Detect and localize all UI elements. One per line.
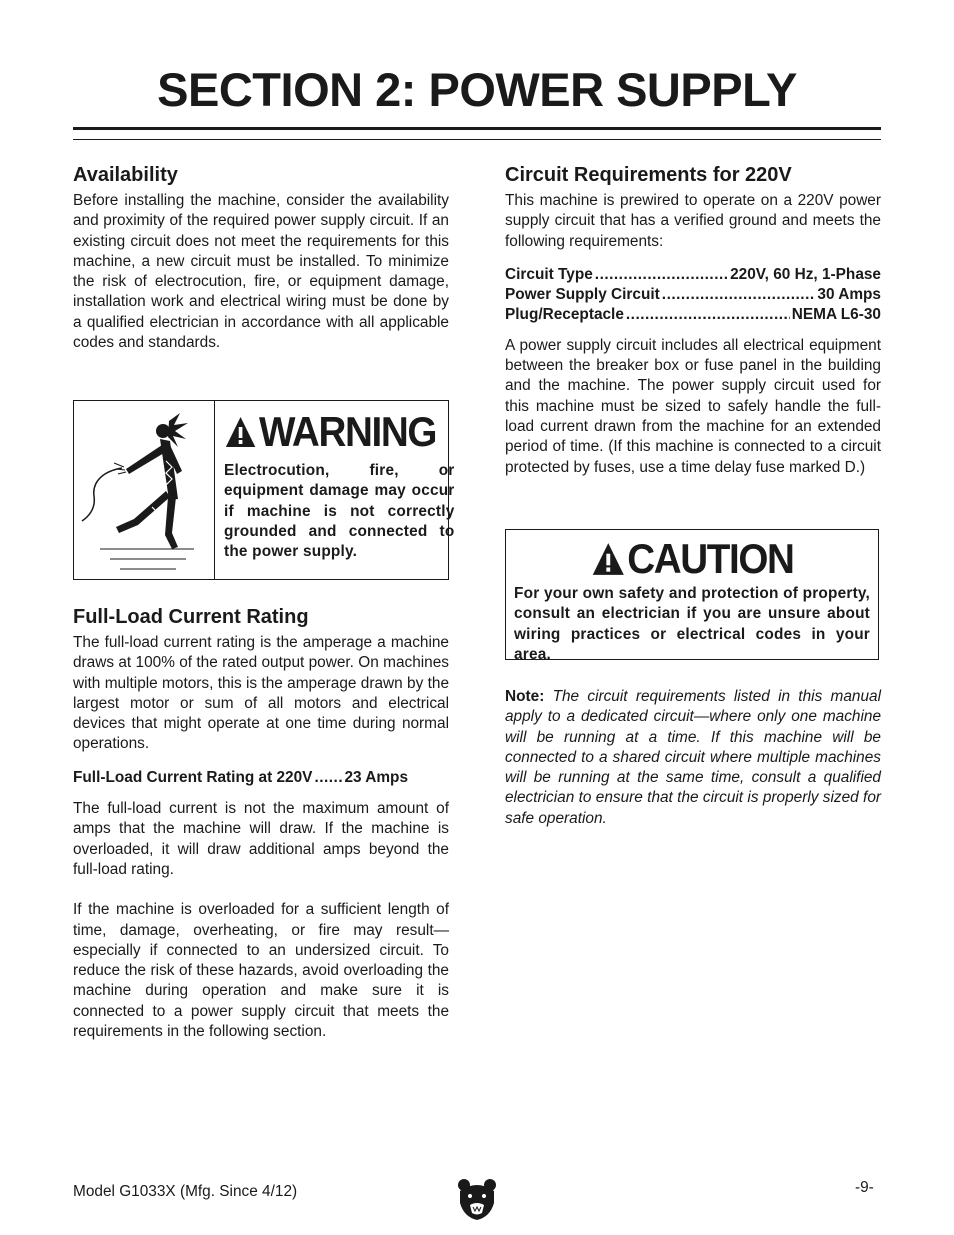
bear-logo-icon [456, 1177, 498, 1221]
availability-heading: Availability [73, 164, 178, 186]
caution-signal-label: CAUTION [627, 535, 794, 582]
note-label: Note: [505, 688, 545, 705]
fla-spec [73, 768, 449, 788]
spec-power-supply-circuit [505, 285, 881, 305]
caution-box [505, 529, 879, 663]
spec-plug-receptacle [505, 305, 881, 325]
warning-text: Electrocution, fire, or equipment damage may occur if machine is not correctly grounded and connected to the power supply. [224, 462, 455, 561]
left-column [73, 162, 449, 353]
page-number: -9- [855, 1179, 874, 1196]
warning-message [215, 401, 464, 579]
spec-label: Plug/Receptacle [505, 306, 624, 324]
fla-spec-value: 23 Amps [344, 768, 409, 786]
spec-value: 220V, 60 Hz, 1-Phase [730, 265, 881, 283]
warning-triangle-icon [224, 415, 257, 449]
spec-label: Power Supply Circuit [505, 286, 660, 304]
caution-signal [528, 536, 856, 582]
circuit-body2: A power supply circuit includes all electrical equipment between the breaker box or fuse panel in the building and the machine. The power supply circuit used for this machine must be sized to safely handle the full-load current drawn from the machine for an extended period of time. (If this machine is connected to a circuit protected by fuses, use a time delay fuse marked D.) [505, 336, 881, 476]
footer-model: Model G1033X (Mfg. Since 4/12) [73, 1183, 298, 1200]
fla-body2: The full-load current is not the maximum amount of amps that the machine will draw. If the machine is overloaded, it will draw additional amps beyond the full-load rating. [73, 800, 449, 878]
fla-spec-label: Full-Load Current Rating at 220V [73, 768, 313, 786]
warning-signal [224, 409, 436, 455]
circuit-body: This machine is prewired to operate on a 220V power supply circuit that has a verified ground and meets the following requirements: [505, 192, 881, 250]
circuit-heading: Circuit Requirements for 220V [505, 164, 792, 186]
availability-body: Before installing the machine, consider the availability and proximity of the required power supply circuit. If an existing circuit does not meet the requirements for this machine, a new circuit must be installed. To minimize the risk of electrocution, fire, or equipment damage, installation work and electrical wiring must be done by a qualified electrician in accordance with all applicable codes and standards. [73, 192, 449, 352]
title-rule-thick [73, 127, 881, 130]
electrocution-icon [74, 401, 215, 579]
fla-body: The full-load current rating is the amperage a machine draws at 100% of the rated output power. On machines with multiple motors, this is the amperage drawn by the largest motor or sum of all motors and electrical devices that might operate at one time during normal operations. [73, 634, 449, 753]
caution-triangle-icon [590, 541, 625, 577]
fla-section [73, 604, 449, 1042]
fla-heading: Full-Load Current Rating [73, 606, 309, 628]
spec-value: 30 Amps [817, 286, 881, 304]
right-column [505, 162, 881, 478]
warning-box [73, 400, 455, 580]
caution-text: For your own safety and protection of property, consult an electrician if you are unsure about wiring practices or electrical codes in your area. [514, 585, 870, 663]
spec-label: Circuit Type [505, 265, 593, 283]
page-title: SECTION 2: POWER SUPPLY [157, 63, 797, 116]
note-text: The circuit requirements listed in this manual apply to a dedicated circuit—where only one machine will be running at a time. If this machine will be connected to a shared circuit where multiple machines will be running at the same time, consult a qualified electrician to ensure that the circuit is properly sized for safe operation. [505, 688, 881, 827]
note-paragraph [505, 687, 881, 829]
fla-body3: If the machine is overloaded for a sufficient length of time, damage, overheating, or fire may result—especially if connected to an undersized circuit. To reduce the risk of these hazards, avoid overloading the machine during operation and make sure it is connected to a power supply circuit that meets the requirements in the following section. [73, 901, 449, 1041]
note-section [505, 687, 881, 829]
warning-signal-label: WARNING [258, 408, 437, 455]
spec-circuit-type [505, 265, 881, 285]
title-rule-thin [73, 139, 881, 140]
spec-value: NEMA L6-30 [791, 306, 881, 324]
